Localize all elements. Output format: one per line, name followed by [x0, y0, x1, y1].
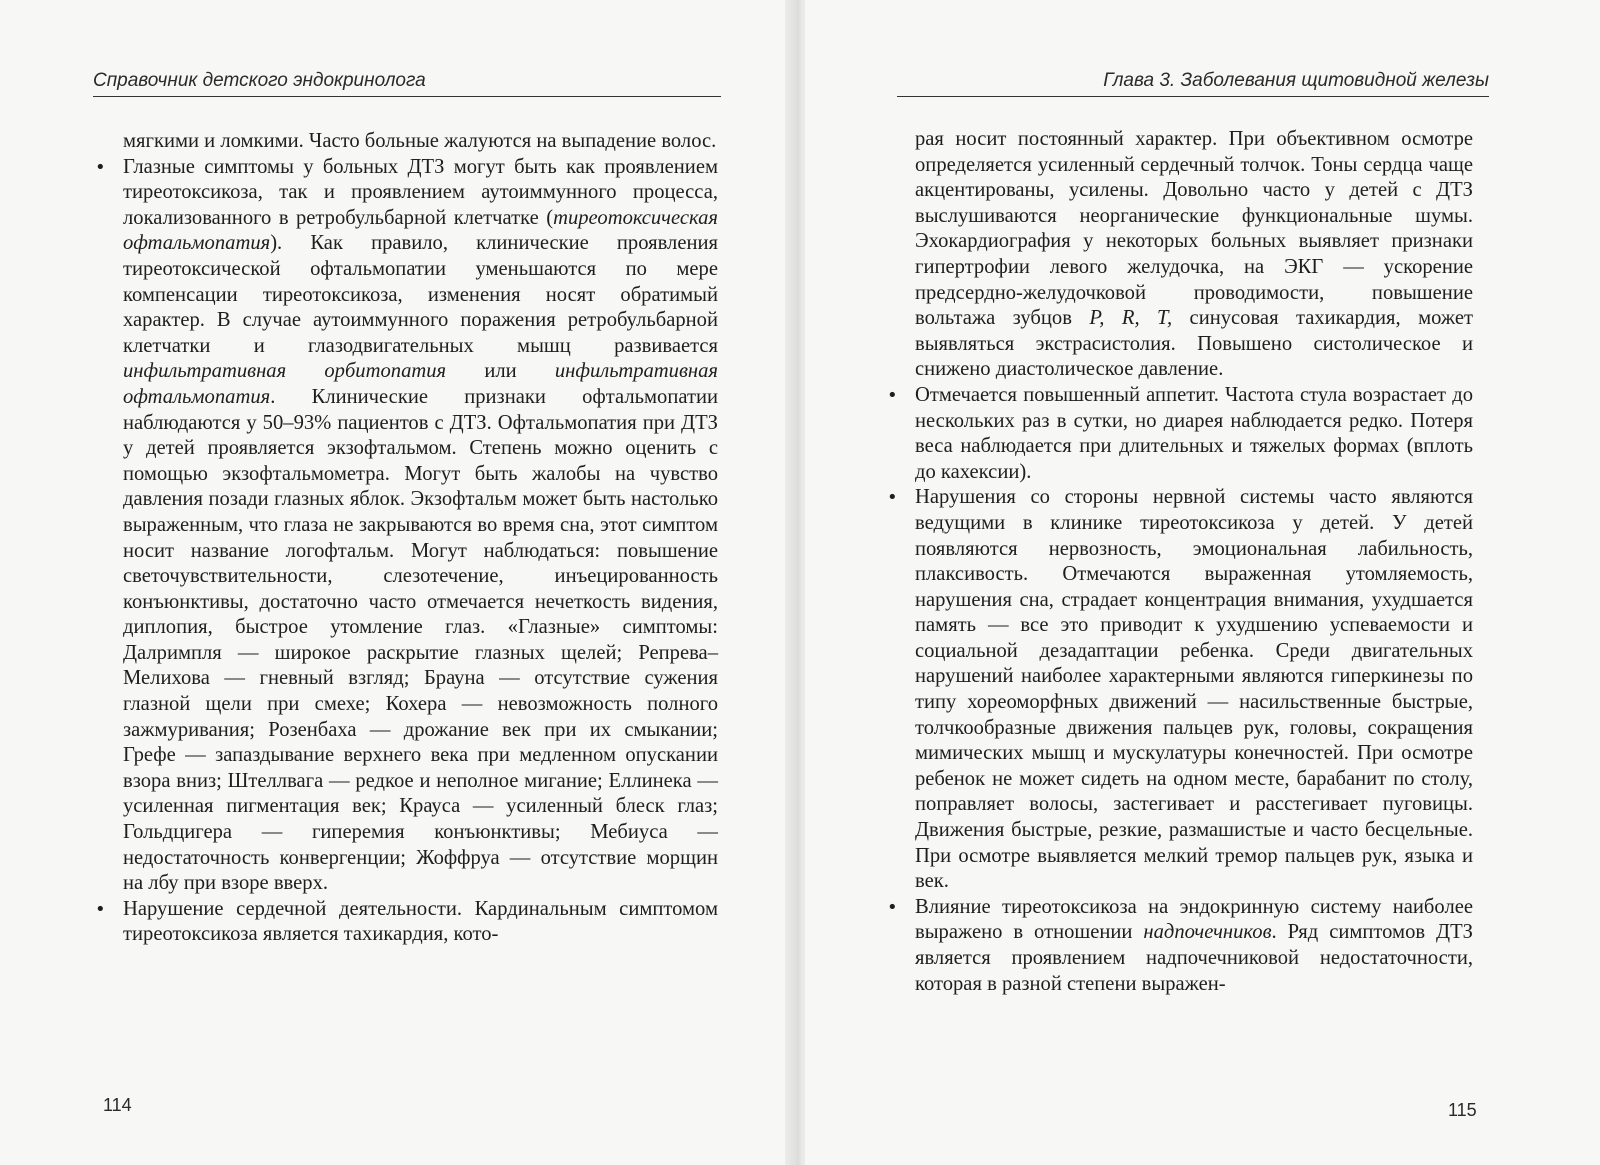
page-number: 114 [103, 1095, 132, 1115]
bullet-list [93, 155, 718, 948]
term: инфильтративная орбитопатия [123, 360, 447, 383]
list-item: • Нарушения со стороны нервной системы часто являются ведущими в клинике тиреотоксикоза у детей. У детей появляются нервозность, эмоциональная лабильность, плаксивость. Отмечаются выраженная утомляемость, нарушения сна, страдает концентрация внимания, ухудшается память — все это приводит к ухудшению успеваемости и социальной дезадаптации ребенка. Среди двигательных нарушений наиболее характерными являются гиперкинезы по типу хореоморфных движений — насильственные быстрые, толчкообразные движения пальцев рук, головы, сокращения мимических мышц и мускулатуры конечностей. При осмотре ребенок не может сидеть на одном месте, барабанит по столу, поправляет волосы, застегивает и расстегивает пуговицы. Движения быстрые, резкие, размашистые и часто бесцельные. При осмотре выявляется мелкий тремор пальцев рук, языка и век. [885, 485, 1473, 895]
list-item: • Нарушение сердечной деятельности. Кардинальным симптомом тиреотоксикоза является тахикардия, кото- [93, 897, 718, 948]
paragraph: рая носит постоянный характер. При объективном осмотре определяется усиленный сердечный толчок. Тоны сердца чаще акцентированы, усилены. Довольно часто у детей с ДТЗ выслушиваются неорганические функциональные шумы. Эхокардиография у некоторых больных выявляет признаки гипертрофии левого желудочка, на ЭКГ — ускорение предсердно-желудочковой проводимости, повышение вольтажа зубцов P, R, T, синусовая тахикардия, может выявляться экстрасистолия. Повышено систолическое и снижено диастолическое давление. [915, 128, 1474, 381]
running-head: Глава 3. Заболевания щитовидной железы [897, 66, 1489, 97]
list-item: • Глазные симптомы у больных ДТЗ могут быть как проявлением тиреотоксикоза, так и проявлением аутоиммунного процесса, локализованного в ретробульбарной клетчатке (тиреотоксическая офтальмопатия). Как правило, клинические проявления тиреотоксической офтальмопатии уменьшаются по мере компенсации тиреотоксикоза, изменения носят обратимый характер. В случае аутоиммунного поражения ретробульбарной клетчатки и глазодвигательных мышц развивается инфильтративная орбитопатия или инфильтративная офтальмопатия. Клинические признаки офтальмопатии наблюдаются у 50–93% пациентов с ДТЗ. Офтальмопатия при ДТЗ у детей проявляется экзофтальмом. Степень можно оценить с помощью экзофтальмометра. Могут быть жалобы на чувство давления позади глазных яблок. Экзофтальм может быть настолько выраженным, что глаза не закрываются во время сна, этот симптом носит название логофтальм. Могут наблюдаться: повышение светочувствительности, слезотечение, инъецированность конъюнктивы, достаточно часто отмечается нечеткость видения, диплопия, быстрое утомление глаз. «Глазные» симптомы: Далримпля — широкое раскрытие глазных щелей; Репрева–Мелихова — гневный взгляд; Брауна — отсутствие сужения глазной щели при смехе; Кохера — невозможность полного зажмуривания; Розенбаха — дрожание век при их смыкании; Грефе — запаздывание верхнего века при медленном опускании взора вниз; Штеллвага — редкое и неполное мигание; Еллинека — усиленная пигментация век; Крауса — усиленный блеск глаз; Гольдцигера — гиперемия конъюнктивы; Мебиуса — недостаточность конвергенции; Жоффруа — отсутствие морщин на лбу при взоре вверх. [93, 155, 718, 897]
right-page [805, 0, 1600, 1165]
running-head: Справочник детского эндокринолога [93, 66, 721, 97]
term: тиреотоксическая офтальмопатия [123, 206, 718, 255]
list-item: • Влияние тиреотоксикоза на эндокринную систему наиболее выражено в отношении надпочечников. Ряд симптомов ДТЗ является проявлением надпочечниковой недостаточности, которая в разной степени выражен- [885, 895, 1473, 997]
ecg-waves: P, R, T, [1089, 307, 1173, 330]
page-number: 115 [1448, 1100, 1477, 1120]
left-page [0, 0, 795, 1165]
bullet-list [885, 383, 1473, 997]
term: надпочечников [1143, 921, 1272, 944]
list-item: • Отмечается повышенный аппетит. Частота стула возрастает до нескольких раз в сутки, но диарея наблюдается редко. Потеря веса наблюдается при длительных и тяжелых формах (вплоть до кахексии). [885, 383, 1473, 485]
body-text [93, 129, 718, 948]
paragraph: мягкими и ломкими. Часто больные жалуются на выпадение волос. [123, 130, 717, 152]
body-text [885, 127, 1473, 997]
term: инфильтративная офтальмопатия [123, 360, 718, 408]
